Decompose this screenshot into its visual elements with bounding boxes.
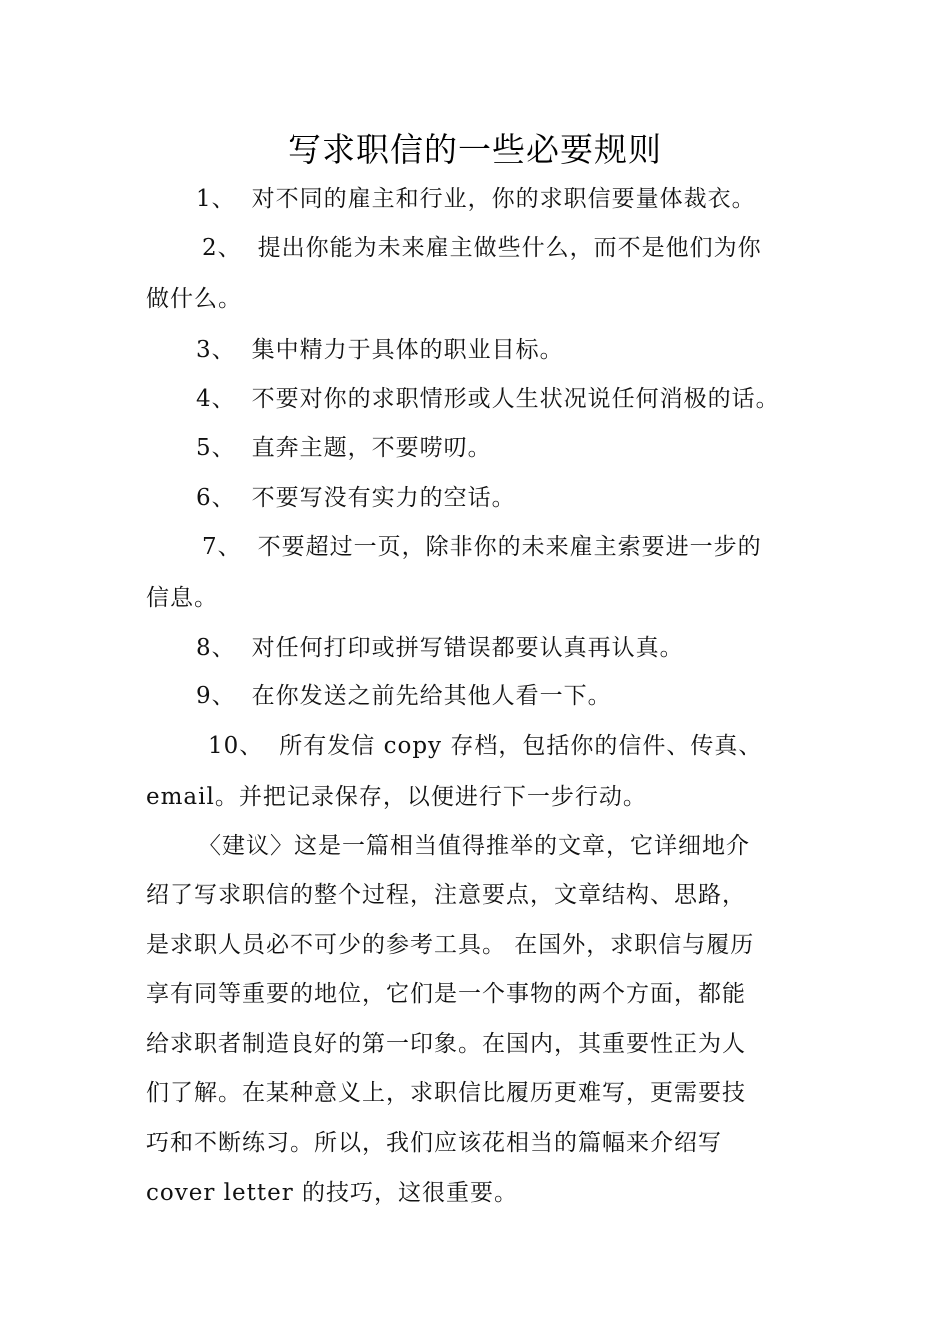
advice-line: 享有同等重要的地位，它们是一个事物的两个方面，都能 (146, 981, 746, 1007)
list-item-1 (196, 183, 756, 215)
item-number: 1、 (196, 186, 236, 212)
item-text: 不要写没有实力的空话。 (251, 485, 516, 511)
advice-line: 是求职人员必不可少的参考工具。 在国外，求职信与履历 (146, 932, 755, 958)
list-item-8 (196, 632, 684, 664)
advice-line: 〈建议〉这是一篇相当值得推举的文章，它详细地介 (198, 833, 750, 859)
item-number: 3、 (196, 337, 236, 363)
item-number: 10、 (208, 733, 264, 759)
item-text: 不要超过一页，除非你的未来雇主索要进一步的 (257, 534, 762, 560)
advice-line: 给求职者制造良好的第一印象。在国内，其重要性正为人 (146, 1031, 746, 1057)
item-number: 2、 (202, 235, 242, 261)
item-text: 直奔主题，不要唠叨。 (251, 435, 492, 461)
list-item-2 (202, 232, 762, 264)
advice-line: cover letter 的技巧，这很重要。 (146, 1180, 519, 1206)
item-number: 4、 (196, 386, 236, 412)
item-number: 7、 (202, 534, 242, 560)
item-text: email。并把记录保存，以便进行下一步行动。 (146, 784, 647, 810)
item-number: 9、 (196, 683, 236, 709)
item-text: 集中精力于具体的职业目标。 (251, 337, 564, 363)
list-item-6 (196, 482, 516, 514)
item-text: 对任何打印或拼写错误都要认真再认真。 (251, 635, 684, 661)
list-item-10-continued (146, 781, 647, 813)
list-item-2-continued (146, 283, 242, 315)
item-text: 在你发送之前先给其他人看一下。 (251, 683, 612, 709)
list-item-7-continued (146, 582, 218, 614)
advice-line: 们了解。在某种意义上，求职信比履历更难写，更需要技 (146, 1080, 746, 1106)
advice-line: 巧和不断练习。所以，我们应该花相当的篇幅来介绍写 (146, 1130, 722, 1156)
item-text: 对不同的雇主和行业，你的求职信要量体裁衣。 (251, 186, 756, 212)
advice-line: 绍了写求职信的整个过程，注意要点，文章结构、思路， (146, 882, 746, 908)
item-number: 5、 (196, 435, 236, 461)
item-number: 6、 (196, 485, 236, 511)
list-item-9 (196, 680, 612, 712)
list-item-10 (208, 730, 762, 762)
item-text: 不要对你的求职情形或人生状况说任何消极的话。 (251, 386, 780, 412)
document-title: 写求职信的一些必要规则 (288, 130, 662, 169)
item-text: 提出你能为未来雇主做些什么，而不是他们为你 (257, 235, 762, 261)
list-item-3 (196, 334, 564, 366)
item-text: 做什么。 (146, 286, 242, 312)
list-item-7 (202, 531, 762, 563)
item-text: 所有发信 copy 存档，包括你的信件、传真、 (279, 733, 763, 759)
item-text: 信息。 (146, 585, 218, 611)
list-item-5 (196, 432, 492, 464)
list-item-4 (196, 383, 780, 415)
item-number: 8、 (196, 635, 236, 661)
